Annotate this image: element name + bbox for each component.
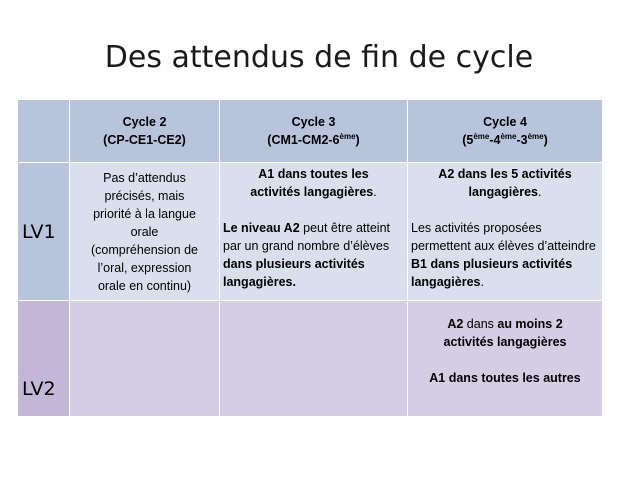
lv2-cycle-2-cell	[70, 301, 220, 417]
lv1-c2-line: précisés, mais	[104, 188, 185, 203]
lv1-c2-line: (compréhension de	[90, 242, 198, 257]
lv1-c2-line: Pas d’attendus	[103, 170, 186, 185]
lv1-c2-line: priorité à la langue	[93, 206, 196, 221]
lv1-label: LV1	[18, 163, 70, 301]
lv1-row	[18, 163, 603, 301]
header-cycle-2	[70, 100, 220, 163]
lv2-cycle-3-cell	[220, 301, 408, 417]
lv1-cycle-4-cell	[408, 163, 603, 301]
lv1-cycle-2-cell	[70, 163, 220, 301]
lv2-cycle-4-cell	[408, 301, 603, 417]
cycle-2-title: Cycle 2	[122, 115, 167, 129]
lv1-c3-paragraph-2: Le niveau A2 peut être atteint par un grand nombre d’élèves dans plusieurs activités langagières.	[223, 221, 390, 289]
cycle-3-classes: (CM1-CM2-6ème)	[267, 131, 360, 147]
lv1-c4-paragraph-2: Les activités proposées permettent aux élèves d’atteindre B1 dans plusieurs activités langagières.	[411, 221, 596, 289]
lv1-c2-line: orale	[130, 224, 159, 239]
lv1-c2-line: orale en continu)	[97, 278, 192, 293]
header-cycle-3	[220, 100, 408, 163]
lv1-c4-paragraph-1: A2 dans les 5 activités langagières.	[438, 167, 572, 199]
lv1-c3-paragraph-1: A1 dans toutes les activités langagières.	[250, 167, 377, 199]
lv1-c2-line: l’oral, expression	[97, 260, 192, 275]
lv2-label: LV2	[18, 301, 70, 417]
cycle-2-classes: (CP-CE1-CE2)	[103, 133, 186, 147]
lv2-c4-line-2: A1 dans toutes les autres	[429, 371, 581, 385]
cycle-4-title: Cycle 4	[483, 115, 527, 129]
header-row	[18, 100, 603, 163]
slide-title: Des attendus de fin de cycle	[104, 40, 534, 75]
header-cycle-4	[408, 100, 603, 163]
cycles-table	[17, 99, 603, 417]
lv2-row	[18, 301, 603, 417]
header-empty-cell	[18, 100, 70, 163]
lv2-c4-line-1: A2 dans au moins 2 activités langagières	[443, 317, 567, 349]
cycle-4-classes: (5ème-4ème-3ème)	[462, 131, 548, 147]
lv1-cycle-3-cell	[220, 163, 408, 301]
cycle-3-title: Cycle 3	[291, 115, 336, 129]
